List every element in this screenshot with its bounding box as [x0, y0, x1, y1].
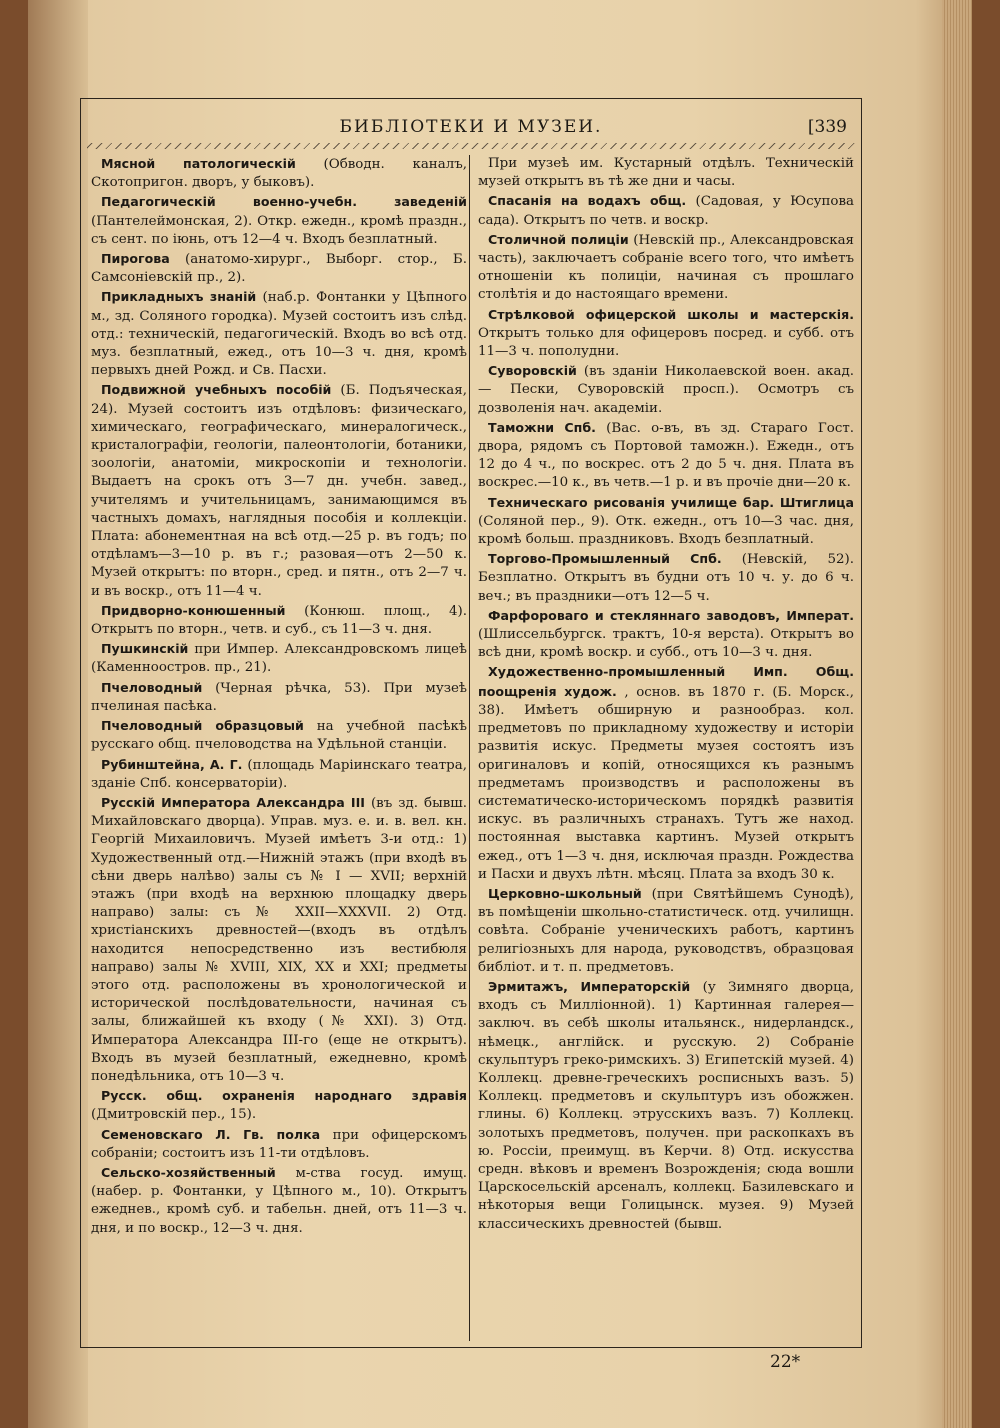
museum-name: Придворно-конюшенный — [101, 602, 286, 618]
wavy-rule — [87, 143, 855, 149]
museum-description: (Шлиссельбургск. трактъ, 10-я верста). Открытъ во всѣ дни, кромѣ воскр. и субб., отъ 10—3 ч. дня. — [478, 627, 854, 661]
museum-description: (Б. Подъяческая, 24). Музей состоитъ изъ отдѣловъ: физическаго, химическаго, географическаго, минералогическ., кристалографіи, геологіи, палеонтологіи, ботаники, зоологіи, анатоміи, микроскопіи и технологіи. Выдаетъ на срокъ отъ 3—7 дн. учебн. завед., учителямъ и учительницамъ, занимающимся въ частныхъ домахъ, наглядныя пособія и коллекціи. Плата: абонементная на всѣ отд.—25 р. въ годъ; по отдѣламъ—3—10 р. въ г.; разовая—отъ 2—50 к. Музей открытъ: по вторн., сред. и пятн., отъ 2—7 ч. и въ воскр., отъ 11—4 ч. — [91, 383, 467, 599]
museum-description: (Конюш. площ., 4). Открытъ по вторн., четв. и суб., съ 11—3 ч. дня. — [91, 603, 467, 638]
museum-entry — [478, 362, 854, 418]
museum-name: Столичной полиціи — [488, 231, 629, 247]
museum-entry — [91, 640, 467, 677]
museum-name: Суворовскій — [488, 363, 577, 379]
museum-entry — [91, 1087, 467, 1124]
museum-entry — [478, 885, 854, 977]
museum-description: (Обводн. каналъ, Скотопригон. дворъ, у быковъ). — [91, 157, 467, 191]
header-title: БИБЛІОТЕКИ И МУЗЕИ. — [339, 117, 603, 137]
museum-entry — [91, 381, 467, 600]
museum-name: Прикладныхъ знаній — [101, 289, 257, 305]
museum-description: (Черная рѣчка, 53). При музеѣ пчелиная пасѣка. — [91, 680, 467, 714]
museum-description: при офицерскомъ собраніи; состоитъ изъ 11-ти отдѣловъ. — [91, 1127, 467, 1161]
museum-entry — [478, 494, 854, 550]
column-divider — [469, 155, 470, 1341]
museum-description: (Соляной пер., 9). Отк. ежедн., отъ 10—3 час. дня, кромѣ больш. праздниковъ. Входъ безплатный. — [478, 513, 854, 548]
previous-page-edge — [28, 0, 88, 1428]
museum-description: при Импер. Александровскомъ лицеѣ (Каменноостров. пр., 21). — [91, 642, 467, 676]
museum-name: Эрмитажъ, Императорскій — [488, 978, 691, 994]
museum-entry — [91, 288, 467, 380]
museum-description: (анатомо-хирург., Выборг. стор., Б. Самсоніевскій пр., 2). — [91, 252, 467, 286]
museum-entry — [91, 1126, 467, 1163]
museum-entry — [478, 155, 854, 191]
museum-name: Торгово-Промышленный Спб. — [488, 551, 722, 567]
museum-description: При музеѣ им. Кустарный отдѣлъ. Техническій музей открытъ въ тѣ же дни и часы. — [478, 156, 854, 190]
museum-description: (Вас. о-въ, въ зд. Стараго Гост. двора, рядомъ съ Портовой таможн.). Ежедн., отъ 12 до 4 ч., по воскрес. отъ 2 до 5 ч. дня. Плата въ воскрес.—10 к., въ четв.—1 р. и въ прочіе дни—20 к. — [478, 420, 854, 491]
museum-name: Сельско-хозяйственный — [101, 1164, 276, 1180]
museum-entry — [478, 306, 854, 362]
museum-entry — [91, 679, 467, 716]
museum-description: (площадь Маріинскаго театра, зданіе Спб. консерваторіи). — [91, 757, 467, 791]
museum-name: Церковно-школьный — [488, 885, 642, 901]
page-stack-edge — [942, 0, 972, 1428]
museum-entry — [478, 978, 854, 1234]
museum-entry — [478, 663, 854, 883]
museum-description: (Садовая, у Юсупова сада). Открытъ по четв. и воскр. — [478, 194, 854, 228]
book-page — [28, 0, 972, 1428]
museum-name: Педагогическій военно-учебн. заведеній — [101, 194, 467, 210]
museum-name: Пушкинскій — [101, 641, 189, 657]
museum-entry — [91, 756, 467, 793]
museum-description: (при Святѣйшемъ Сунодѣ), въ помѣщеніи школьно-статистическ. отд. училищн. совѣта. Собраніе ученическихъ работъ, картинъ религіозныхъ для народа, руководствъ, образцовая библіот. и т. п. предметовъ. — [478, 886, 854, 975]
museum-name: Художественно-промышленный Имп. Общ. поощренія худож. — [478, 664, 854, 699]
museum-description: м-ства госуд. имущ. (набер. р. Фонтанки, у Цѣпного м., 10). Открытъ ежеднев., кромѣ суб. и табельн. дней, отъ 11—3 ч. дня, и по воскр., 12—3 ч. дня. — [91, 1165, 467, 1236]
museum-name: Пирогова — [101, 251, 170, 267]
museum-description: Открытъ только для офицеровъ посред. и субб. отъ 11—3 ч. пополудни. — [478, 325, 854, 360]
museum-name: Мясной патологическій — [101, 156, 296, 171]
museum-entry — [91, 602, 467, 639]
museum-entry — [478, 192, 854, 229]
running-header — [81, 117, 861, 139]
museum-entry — [91, 155, 467, 192]
museum-name: Пчеловодный — [101, 679, 203, 695]
museum-description: , основ. въ 1870 г. (Б. Морск., 38). Имѣетъ обширную и разнообраз. кол. предметовъ по прикладному художеству и исторіи развитія искус. Предметы музея состоятъ изъ оригиналовъ и копій, относящихся къ разнымъ предметамъ производствъ и расположены въ систематическо-историческомъ порядкѣ развитія искус. въ различныхъ странахъ. Тутъ же наход. постоянная выставка картинъ. Музей открытъ ежед., отъ 1—3 ч. дня, исключая праздн. Рождества и Пасхи и двухъ лѣтн. мѣсяц. Плата за входъ 30 к. — [478, 684, 854, 882]
museum-description: (Дмитровскій пер., 15). — [91, 1107, 257, 1123]
museum-name: Подвижной учебныхъ пособій — [101, 382, 332, 398]
museum-name: Техническаго рисованія училище бар. Штиглица — [488, 494, 854, 510]
museum-description: (у Зимняго дворца, входъ съ Милліонной). 1) Картинная галерея—заключ. въ себѣ школы итальянск., нидерландск., нѣмецк., англійск. и русскую. 2) Собраніе скульптуръ греко-римскихъ. 3) Египетскій музей. 4) Коллекц. древне-греческихъ росписныхъ вазъ. 5) Коллекц. предметовъ и скульптуръ изъ обожжен. глины. 6) Коллекц. этрусскихъ вазъ. 7) Коллекц. золотыхъ предметовъ, получен. при раскопкахъ въ ю. Россіи, преимущ. въ Керчи. 8) Отд. искусства средн. вѣковъ и временъ Возрожденія; сюда вошли Царскосельскій арсеналъ, коллекц. Базилевскаго и нѣкоторыя вещи Голицынск. музея. 9) Музей классическихъ древностей (бывш. — [478, 979, 854, 1232]
museum-name: Стрѣлковой офицерской школы и мастерскія. — [488, 306, 854, 322]
museum-name: Семеновскаго Л. Гв. полка — [101, 1126, 321, 1142]
museum-entry — [478, 607, 854, 663]
museum-entry — [478, 550, 854, 606]
museum-entry — [91, 193, 467, 249]
museum-description: (Невскій пр., Александровская часть), заключаетъ собраніе всего того, что имѣетъ отношеніи къ полиціи, начиная съ прошлаго столѣтія и до настоящаго времени. — [478, 232, 854, 303]
museum-entry — [478, 231, 854, 305]
museum-name: Рубинштейна, А. Г. — [101, 756, 243, 772]
museum-entry — [91, 717, 467, 754]
museum-name: Пчеловодный образцовый — [101, 718, 304, 734]
museum-description: (Пантелеймонская, 2). Откр. ежедн., кромѣ праздн., съ сент. по іюнь, отъ 12—4 ч. Входъ безплатный. — [91, 213, 467, 247]
museum-name: Фарфороваго и стекляннаго заводовъ, Императ. — [488, 607, 854, 623]
page-number: [339 — [807, 117, 847, 137]
museum-description: (въ зданіи Николаевской воен. акад. — Пески, Суворовскій просп.). Осмотръ съ дозволенія нач. академіи. — [478, 364, 854, 416]
museum-description: (Невскій, 52). Безплатно. Открытъ въ будни отъ 10 ч. у. до 6 ч. веч.; въ праздники—отъ 12—5 ч. — [478, 552, 854, 604]
museum-description: (наб.р. Фонтанки у Цѣпного м., зд. Соляного городка). Музей состоитъ изъ слѣд. отд.: техническій, педагогическій. Входъ во всѣ отд. муз. безплатный, ежед., отъ 10—3 ч. дня, кромѣ первыхъ дней Рожд. и Св. Пасхи. — [91, 290, 467, 379]
text-frame — [80, 98, 862, 1348]
museum-description: на учебной пасѣкѣ русскаго общ. пчеловодства на Удѣльной станціи. — [91, 719, 467, 753]
signature-mark: 22* — [770, 1352, 801, 1372]
museum-entry — [478, 419, 854, 493]
museum-name: Спасанія на водахъ общ. — [488, 193, 687, 209]
left-column — [91, 155, 467, 1341]
museum-name: Таможни Спб. — [488, 419, 596, 435]
museum-name: Русск. общ. охраненія народнаго здравія — [101, 1088, 467, 1104]
right-column — [478, 155, 854, 1341]
museum-entry — [91, 1164, 467, 1238]
museum-description: (въ зд. бывш. Михайловскаго дворца). Управ. муз. е. и. в. вел. кн. Георгій Михаиловичъ. Музей имѣетъ 3-и отд.: 1) Художественный отд.—Нижній этажъ (при входѣ въ сѣни дверь налѣво) залы съ № I — XVII; верхній этажъ (при входѣ на верхнюю площадку дверь направо) залы: съ № XXII—XXXVII. 2) Отд. христіанскихъ древностей—(входъ въ отдѣлъ находится непосредственно изъ вестибюля направо) залы № XVIII, XIX, XX и XXI; предметы этого отд. расположены въ хронологической и исторической послѣдовательности, начиная съ залы, ближайшей къ входу (№ XXI). 3) Отд. Императора Александра III-го (еще не открытъ). Входъ въ музей безплатный, ежедневно, кромѣ понедѣльника, отъ 10—3 ч. — [91, 795, 467, 1084]
museum-name: Русскій Императора Александра III — [101, 794, 365, 810]
museum-entry — [91, 794, 467, 1086]
museum-entry — [91, 250, 467, 287]
